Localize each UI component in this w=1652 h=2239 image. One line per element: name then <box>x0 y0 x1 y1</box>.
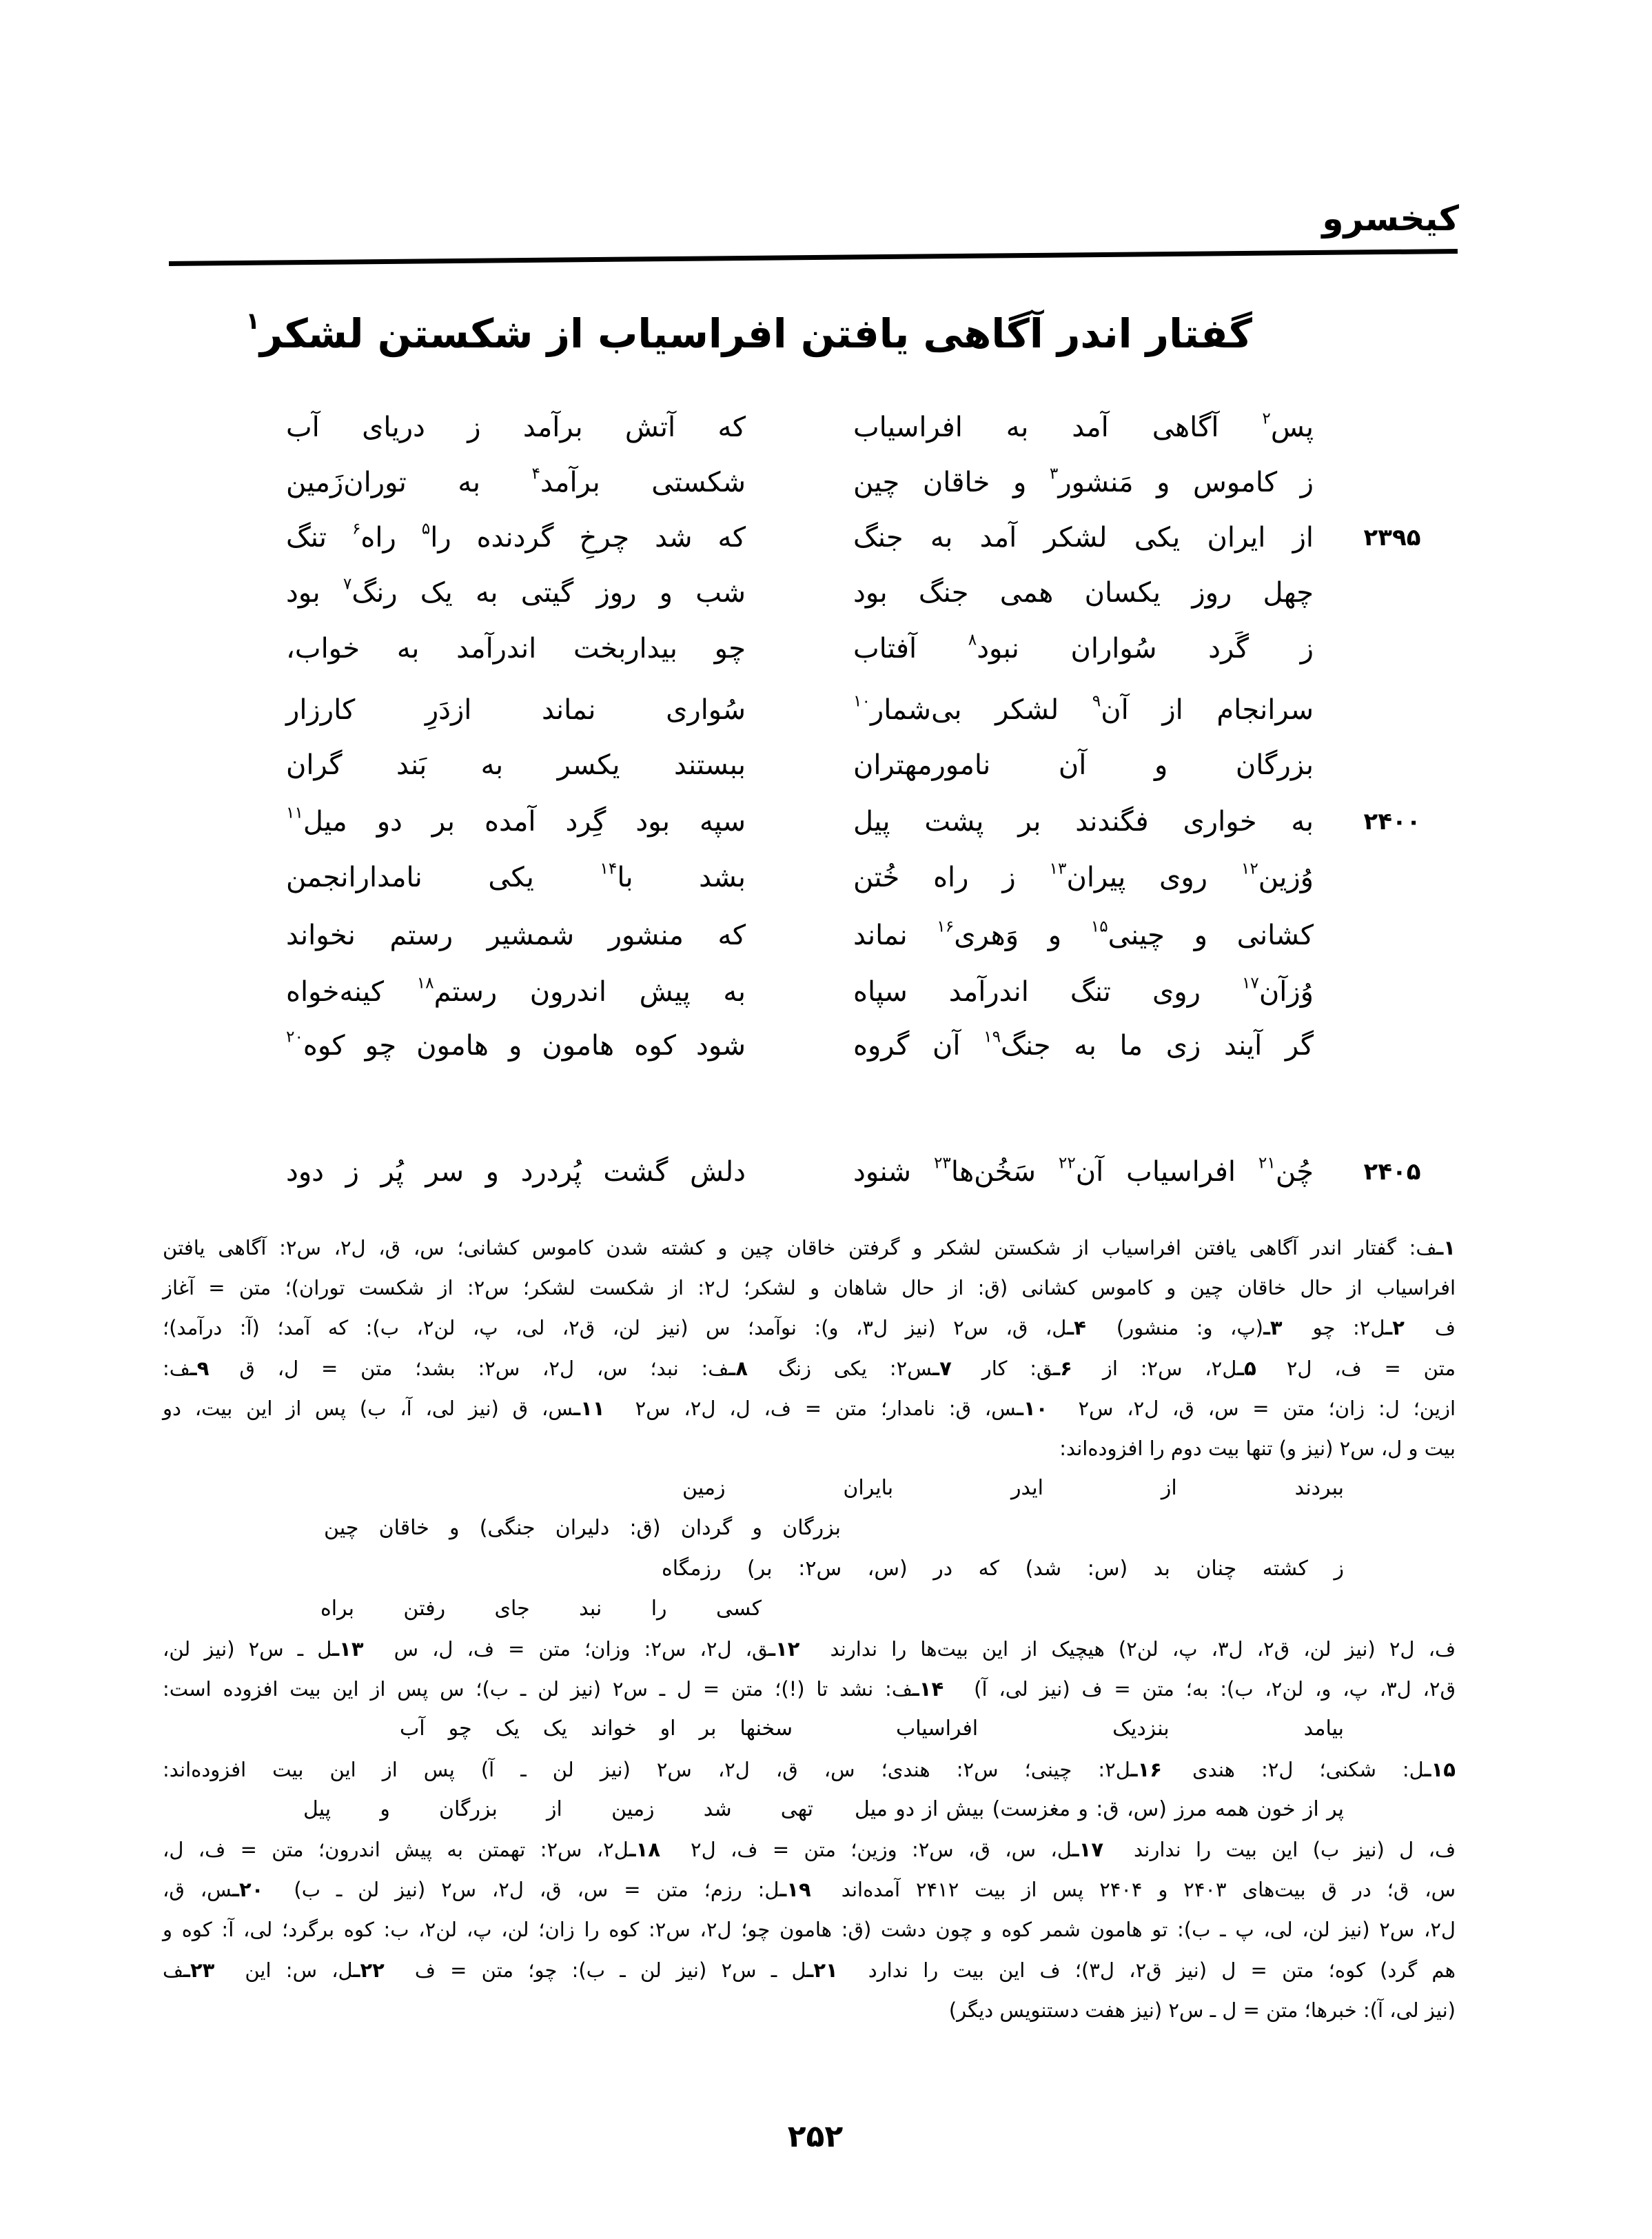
footnote-number: ۱۰ـ <box>1017 1397 1048 1420</box>
footnote-number: ۲۱ـ <box>806 1958 838 1982</box>
footnote-text: ق: کار <box>981 1357 1054 1380</box>
hemistich-text: گر آیند زی ما به جنگ <box>1001 1030 1314 1062</box>
hemistich-text: به خواری فگندند بر پشت پیل <box>853 806 1314 838</box>
hemistich-second <box>286 682 746 738</box>
verse-row <box>0 682 1652 738</box>
hemistich-text: وُزآن <box>1258 976 1314 1008</box>
footnote-marker: ۴ <box>531 464 541 483</box>
footnote-number: ۳ـ <box>1263 1316 1283 1339</box>
footnote-text: ل، س، ق، س۲: وزین؛ متن = ف، ل۲ <box>691 1838 1072 1861</box>
footnote-marker: ۱۲ <box>1241 859 1258 878</box>
footnote-number: ۹ـ <box>190 1357 210 1380</box>
footnote-line <box>163 1910 1456 1949</box>
footnote-marker: ۳ <box>1049 464 1059 483</box>
footnote-line <box>163 1630 1456 1668</box>
footnote-line <box>163 1870 1456 1909</box>
footnote-marker: ۱۷ <box>1241 973 1259 993</box>
hemistich-text: که منشور شمشیر رستم نخواند <box>286 920 746 951</box>
hemistich-text: یکی نامدارانجمن <box>286 862 600 893</box>
hemistich-second <box>286 510 746 565</box>
verse-row <box>0 1144 1652 1199</box>
hemistich-text: روی تنگ اندرآمد سپاه <box>853 976 1242 1008</box>
running-header-title: کیخسرو <box>1322 199 1459 239</box>
hemistich-text: نماند <box>853 920 937 951</box>
footnote-number: ۷ـ <box>932 1357 952 1380</box>
hemistich-first <box>853 455 1314 510</box>
hemistich-text: راه <box>360 522 422 554</box>
hemistich-first <box>853 794 1314 849</box>
verse-row <box>0 565 1652 620</box>
footnote-text: ل: رزم؛ متن = س، ق، ل۲، س۲ (نیز لن ـ ب) <box>294 1878 780 1901</box>
hemistich-text: سپه بود گِرد آمده بر دو میل <box>303 806 746 838</box>
footnote-text: ل ـ س۲ (نیز لن، <box>163 1637 333 1661</box>
footnote-marker: ۶ <box>351 519 361 538</box>
footnote-text: ف: نبد؛ س، ل۲، س۲: بشد؛ متن = ل، ق <box>239 1357 729 1380</box>
hemistich-first <box>853 738 1314 793</box>
hemistich-second <box>286 908 746 963</box>
hemistich-text: شود کوه هامون و هامون چو کوه <box>303 1030 746 1062</box>
hemistich-second <box>286 455 746 510</box>
footnote-marker: ۱۱ <box>286 803 303 822</box>
verse-row <box>0 1018 1652 1073</box>
footnote-text: ف <box>1434 1316 1456 1339</box>
hemistich-first <box>853 1018 1314 1073</box>
hemistich-text: کینه‌خواه <box>286 976 417 1008</box>
verse-row <box>0 510 1652 565</box>
footnote-marker: ۱۶ <box>937 917 955 936</box>
footnote-text: ل۲: چو <box>1312 1316 1386 1339</box>
footnote-text: ف <box>163 1958 184 1982</box>
footnote-line <box>163 1670 1456 1708</box>
footnote-line <box>163 1951 1456 1989</box>
footnote-marker: ۱۵ <box>1090 917 1108 936</box>
footnote-number: ۶ـ <box>1053 1357 1072 1380</box>
footnote-marker: ۵ <box>421 519 431 538</box>
footnote-number: ۱۹ـ <box>779 1878 811 1901</box>
hemistich-text: شکستی برآمد <box>540 467 746 498</box>
footnote-text: ل۲، س۲: از <box>1102 1357 1238 1380</box>
hemistich-text: آفتاب <box>853 633 968 665</box>
footnote-text: ف، ل (نیز ب) این بیت را ندارند <box>1134 1838 1456 1861</box>
page-number: ۲۵۲ <box>787 2119 844 2154</box>
footnote-text: س، ق: نامدار؛ متن = ف، ل، ل۲، س۲ <box>635 1397 1017 1420</box>
footnote-text: ل۲، س۲ (نیز لن، لی، پ ـ ب): تو هامون شمر کوه و چون دشت (ق: هامون چو؛ ل۲، س۲: کوه را زان؛ لن، پ، لن۲، ب: کوه برگرد؛ لی، آ: کوه و <box>163 1918 1456 1941</box>
footnote-text: (پ، و: منشور) <box>1116 1316 1263 1339</box>
footnote-text: ف: گفتار اندر آگاهی یافتن افراسیاب از شکستن لشکر و گرفتن خاقان چین و کشته شدن کاموس کشانی؛ س، ق، ل۲، س۲: آگاهی یافتن <box>163 1236 1437 1259</box>
footnote-text: ل، س: این <box>245 1958 354 1982</box>
footnote-marker: ۱۴ <box>600 859 618 878</box>
footnote-text: بیت و ل، س۲ (نیز و) تنها بیت دوم را افزوده‌اند: <box>1059 1437 1456 1460</box>
hemistich-first <box>853 682 1314 738</box>
footnote-verse-first: بیامد بنزدیک افراسیاب <box>896 1716 1344 1741</box>
footnote-text: متن = ف، ل۲ <box>1286 1357 1456 1380</box>
footnote-text: س، ق، <box>163 1878 233 1901</box>
footnote-number: ۸ـ <box>728 1357 748 1380</box>
hemistich-text: بود <box>286 577 343 609</box>
footnote-verse-second: سخنها بر او خواند یک یک چو آب <box>400 1716 793 1741</box>
hemistich-first <box>853 621 1314 676</box>
footnote-marker: ۹ <box>1092 691 1101 711</box>
footnote-verse-second: کسی را نبد جای رفتن براه <box>320 1597 762 1621</box>
footnote-text: ق۲، ل۳، پ، و، لن۲، ب): به؛ متن = ف (نیز لی، آ) <box>974 1677 1456 1701</box>
footnote-line <box>163 1750 1456 1789</box>
hemistich-second <box>286 738 746 793</box>
hemistich-second <box>286 565 746 620</box>
footnote-number: ۲۰ـ <box>232 1878 264 1901</box>
footnote-marker: ۱۳ <box>1049 859 1067 878</box>
hemistich-second <box>286 1018 746 1073</box>
footnote-verse-second: تهی شد زمین از بزرگان و پیل <box>303 1797 813 1821</box>
hemistich-text: وُزین <box>1258 862 1314 893</box>
footnote-number: ۱۶ـ <box>1130 1758 1162 1781</box>
hemistich-text: به پیش اندرون رستم <box>434 976 746 1008</box>
verse-number: ۲۴۰۰ <box>1363 808 1421 835</box>
hemistich-text: ز کاموس و مَنشور <box>1058 467 1314 498</box>
footnote-text: س۲: یکی زنگ <box>777 1357 933 1380</box>
hemistich-second <box>286 400 746 455</box>
verse-row <box>0 794 1652 849</box>
footnote-number: ۱۸ـ <box>629 1838 661 1861</box>
verse-number: ۲۳۹۵ <box>1363 524 1421 551</box>
hemistich-first <box>853 908 1314 963</box>
hemistich-text: و وَهری <box>954 920 1091 951</box>
hemistich-second <box>286 964 746 1020</box>
hemistich-first <box>853 400 1314 455</box>
hemistich-text: سرانجام از آن <box>1101 694 1314 726</box>
footnote-marker: ۸ <box>968 630 977 649</box>
footnote-text: ل، ق، س۲ (نیز ل۳، و): نوآمد؛ س (نیز لن، ق۲، لی، پ، لن۲، ب): که آمد؛ (آ: درآمد)؛ <box>163 1316 1068 1339</box>
footnote-text: (نیز لی، آ): خبرها؛ متن = ل ـ س۲ (نیز هفت دستنویس دیگر) <box>948 1998 1456 2022</box>
footnote-marker: ۲۰ <box>286 1027 303 1046</box>
verse-row <box>0 621 1652 676</box>
verse-row <box>0 455 1652 510</box>
hemistich-text: چو بیداربخت اندرآمد به خواب، <box>286 633 746 665</box>
hemistich-text: آگاهی آمد به افراسیاب <box>853 412 1263 443</box>
hemistich-first <box>853 850 1314 905</box>
footnote-text: هم گرد) کوه؛ متن = ل (نیز ق۲، ل۳)؛ ف این بیت را ندارد <box>868 1958 1456 1982</box>
header-rule <box>169 249 1458 266</box>
section-title <box>245 302 1252 365</box>
hemistich-text: از ایران یکی لشکر آمد به جنگ <box>853 522 1314 554</box>
hemistich-text: که آتش برآمد ز دریای آب <box>286 412 746 443</box>
footnote-number: ۲ـ <box>1385 1316 1405 1339</box>
footnote-marker: ۲۲ <box>1058 1153 1076 1173</box>
hemistich-first <box>853 565 1314 620</box>
hemistich-text: تنگ <box>286 522 352 554</box>
footnote-text: ق، ل۲، س۲: وزان؛ متن = ف، ل، س <box>394 1637 769 1661</box>
footnote-number: ۱۴ـ <box>912 1677 944 1701</box>
footnote-number: ۲۳ـ <box>183 1958 215 1982</box>
verse-row <box>0 400 1652 455</box>
footnote-number: ۲۲ـ <box>353 1958 385 1982</box>
verse-row <box>0 850 1652 905</box>
footnote-verse-second: بزرگان و گردان (ق: دلیران جنگی) و خاقان چین <box>324 1516 841 1540</box>
hemistich-text: دلش گشت پُردرد و سر پُر ز دود <box>286 1156 746 1188</box>
hemistich-text: سَخُن‌ها <box>950 1156 1059 1188</box>
footnote-number: ۱۲ـ <box>768 1637 800 1661</box>
hemistich-text: سُواری نماند ازدَرِ کارزار <box>286 694 746 726</box>
hemistich-text: ببستند یکسر به بَند گران <box>286 749 746 781</box>
verse-row <box>0 908 1652 963</box>
verse-number: ۲۴۰۵ <box>1363 1158 1421 1186</box>
hemistich-text: بزرگان و آن نامورمهتران <box>853 749 1314 781</box>
hemistich-text: چهل روز یکسان همی جنگ بود <box>853 577 1314 609</box>
hemistich-text: کشانی و چینی <box>1108 920 1314 951</box>
footnote-number: ۱ـ <box>1436 1236 1456 1259</box>
footnote-number: ۵ـ <box>1237 1357 1256 1380</box>
hemistich-text: ز راه خُتن <box>853 862 1050 893</box>
hemistich-second <box>286 1144 746 1199</box>
footnote-text: س، ق (نیز لی، آ، ب) پس از این بیت، دو <box>163 1397 574 1420</box>
hemistich-text: که شد چرخِ گردنده را <box>430 522 746 554</box>
footnote-line <box>163 1228 1456 1267</box>
hemistich-text: و خاقان چین <box>853 467 1050 498</box>
footnote-marker: ۱۸ <box>416 973 434 993</box>
footnote-text: ل۲، س۲: تهمتن به پیش اندرون؛ متن = ف، ل، <box>163 1838 629 1861</box>
verse-row <box>0 738 1652 793</box>
footnote-line <box>163 1991 1456 2029</box>
footnote-verse-first: ز کشته چنان بد (س: شد) که در (س، س۲: بر) رزمگاه <box>662 1557 1344 1581</box>
footnote-marker: ۱ <box>245 307 260 335</box>
footnote-text: ازین؛ ل: زان؛ متن = س، ق، ل۲، س۲ <box>1078 1397 1456 1420</box>
footnote-marker: ۷ <box>343 574 352 594</box>
hemistich-text: شب و روز گیتی به یک رنگ <box>351 577 746 609</box>
hemistich-text: بشد با <box>617 862 746 893</box>
hemistich-text: به توران‌زَمین <box>286 467 532 498</box>
hemistich-text: ز گَرد سُواران نبود <box>977 633 1314 665</box>
hemistich-text: آن گروه <box>853 1030 984 1062</box>
hemistich-second <box>286 794 746 849</box>
footnote-verse-first: پر از خون همه مرز (س، ق: و مغزست) بیش از دو میل <box>855 1797 1344 1821</box>
footnote-verse-first: ببردند از ایدر بایران زمین <box>682 1476 1344 1500</box>
hemistich-text: پس <box>1270 412 1314 443</box>
hemistich-text: لشکر بی‌شمار <box>870 694 1092 726</box>
footnote-marker: ۱۰ <box>853 691 870 711</box>
footnote-text: س، ق؛ در ق بیت‌های ۲۴۰۳ و ۲۴۰۴ پس از بیت ۲۴۱۲ آمده‌اند <box>841 1878 1456 1901</box>
footnote-text: افراسیاب از حال خاقان چین و کاموس کشانی (ق: از حال شاهان و لشکر؛ ل۲: از شکست لشکر؛ س۲: از شکست توران)؛ متن = آغاز <box>163 1276 1456 1299</box>
footnote-text: ف: نشد تا (!)؛ متن = ل ـ س۲ (نیز لن ـ ب)؛ س پس از این بیت افزوده است: <box>163 1677 912 1701</box>
footnote-number: ۱۱ـ <box>573 1397 605 1420</box>
verse-row <box>0 964 1652 1020</box>
hemistich-text: شنود <box>853 1156 934 1188</box>
footnote-line <box>163 1389 1456 1428</box>
section-title-text: گفتار اندر آگاهی یافتن افراسیاب از شکستن لشکر <box>259 310 1252 357</box>
hemistich-second <box>286 850 746 905</box>
footnote-number: ۴ـ <box>1067 1316 1086 1339</box>
footnote-line <box>163 1830 1456 1869</box>
hemistich-second <box>286 621 746 676</box>
footnote-line <box>163 1429 1456 1468</box>
footnote-marker: ۲۱ <box>1258 1153 1276 1173</box>
footnote-line <box>163 1349 1456 1388</box>
hemistich-text: افراسیاب آن <box>1075 1156 1258 1188</box>
footnote-line <box>163 1308 1456 1347</box>
hemistich-text: چُن <box>1275 1156 1314 1188</box>
footnote-text: ف: <box>163 1357 190 1380</box>
footnote-text: ل۲: چینی؛ س۲: هندی؛ س، ق، ل۲، س۲ (نیز لن ـ آ) پس از این بیت افزوده‌اند: <box>163 1758 1131 1781</box>
footnote-text: ف، ل۲ (نیز لن، ق۲، ل۳، پ، لن۲) هیچیک از این بیت‌ها را ندارند <box>830 1637 1456 1661</box>
hemistich-first <box>853 964 1314 1020</box>
footnote-number: ۱۳ـ <box>332 1637 364 1661</box>
footnote-number: ۱۷ـ <box>1072 1838 1104 1861</box>
hemistich-first <box>853 510 1314 565</box>
footnote-marker: ۲۳ <box>933 1153 951 1173</box>
footnote-marker: ۱۹ <box>983 1027 1001 1046</box>
footnote-marker: ۲ <box>1262 409 1271 428</box>
footnote-line <box>163 1268 1456 1307</box>
hemistich-first <box>853 1144 1314 1199</box>
hemistich-text: روی پیران <box>1066 862 1241 893</box>
footnote-text: ل: شکنی؛ ل۲: هندی <box>1192 1758 1425 1781</box>
footnote-number: ۱۵ـ <box>1424 1758 1456 1781</box>
footnote-text: ل ـ س۲ (نیز لن ـ ب): چو؛ متن = ف <box>414 1958 807 1982</box>
